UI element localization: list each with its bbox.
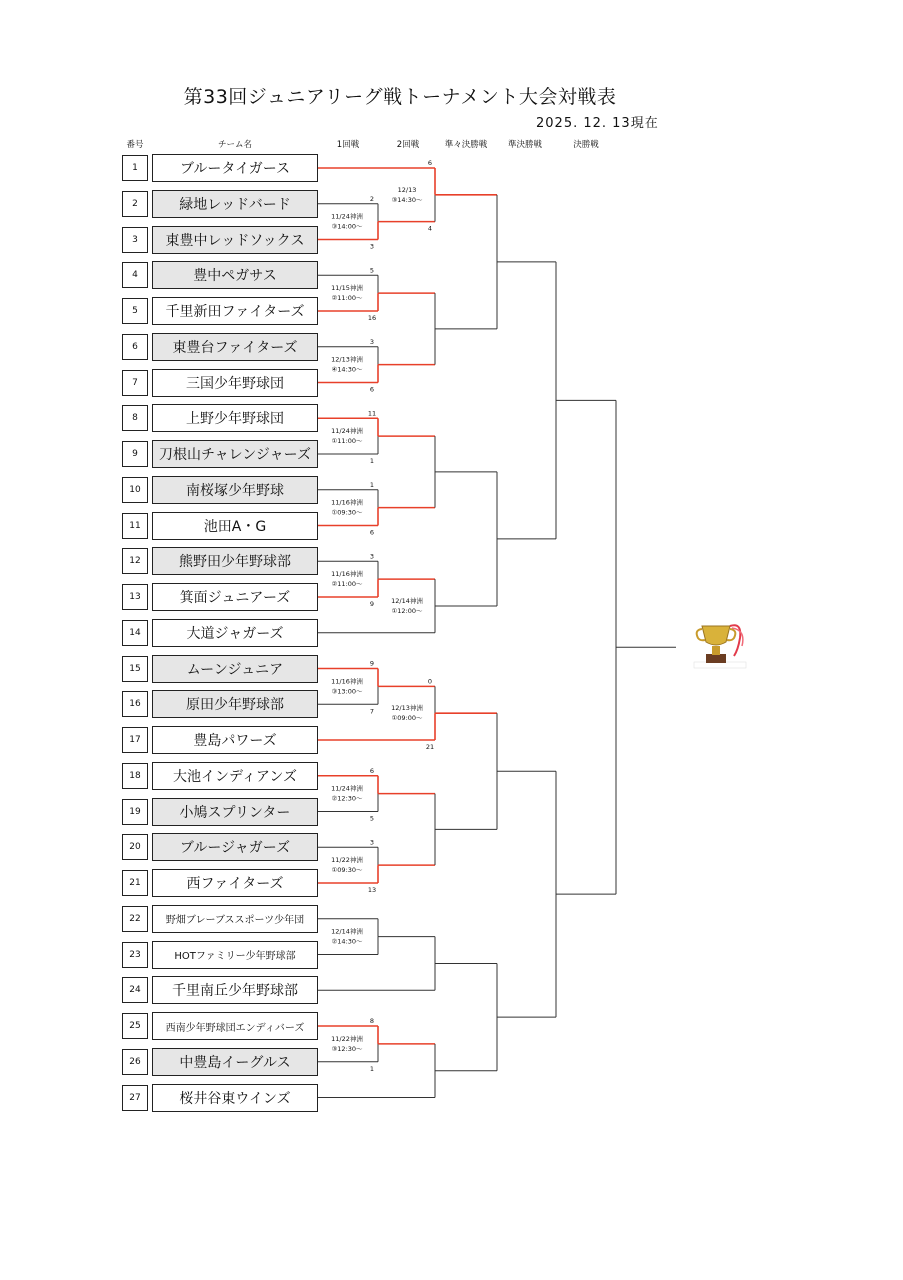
round2-score: 21 — [425, 743, 435, 751]
team-number: 20 — [122, 834, 148, 860]
round1-time: ①09:30～ — [331, 866, 363, 875]
round1-score: 1 — [369, 457, 375, 465]
team-number: 25 — [122, 1013, 148, 1039]
round1-time: ③13:00～ — [331, 687, 363, 696]
team-number: 6 — [122, 334, 148, 360]
round1-score: 16 — [367, 314, 377, 322]
team-name: 桜井谷東ウインズ — [152, 1084, 318, 1112]
round2-score: 6 — [427, 159, 433, 167]
round1-time: ②14:30～ — [331, 937, 363, 946]
team-name: 野畑ブレーブススポーツ少年団 — [152, 905, 318, 933]
round1-score: 3 — [369, 242, 375, 251]
team-number: 10 — [122, 477, 148, 503]
team-name: 西ファイターズ — [152, 869, 318, 897]
round1-score: 3 — [369, 838, 375, 847]
header-semifinal: 準決勝戦 — [507, 140, 542, 150]
team-name: ブルージャガーズ — [152, 833, 318, 861]
round1-date: 11/16神洲 — [331, 677, 363, 686]
team-name: 上野少年野球団 — [152, 404, 318, 432]
team-number: 15 — [122, 656, 148, 682]
team-name: 緑地レッドバード — [152, 190, 318, 218]
header-round2: 2回戦 — [396, 140, 420, 150]
round1-score: 3 — [369, 552, 375, 561]
round1-score: 6 — [369, 766, 375, 775]
team-name: ブルータイガース — [152, 154, 318, 182]
page-title: 第33回ジュニアリーグ戦トーナメント大会対戦表 — [183, 86, 617, 108]
team-name: 大池インディアンズ — [152, 762, 318, 790]
round1-date: 11/16神洲 — [331, 498, 363, 507]
round1-date: 11/24神洲 — [331, 427, 363, 436]
team-number: 1 — [122, 155, 148, 181]
round1-score: 9 — [369, 600, 375, 608]
team-number: 23 — [122, 942, 148, 968]
team-name: 熊野田少年野球部 — [152, 547, 318, 575]
team-number: 22 — [122, 906, 148, 932]
team-name: 箕面ジュニアーズ — [152, 583, 318, 611]
round2-score: 4 — [427, 224, 433, 233]
header-team: チーム名 — [217, 140, 252, 150]
round1-score: 9 — [369, 659, 375, 668]
round2-date: 12/13 — [397, 185, 417, 194]
round1-time: ②11:00～ — [331, 580, 363, 589]
round2-time: ①09:00～ — [391, 714, 423, 723]
round1-score: 6 — [369, 385, 375, 394]
round2-date: 12/13神洲 — [391, 704, 423, 713]
team-number: 16 — [122, 691, 148, 717]
round2-date: 12/14神洲 — [391, 596, 423, 605]
round1-time: ②11:00～ — [331, 294, 363, 303]
as-of-date: 2025. 12. 13現在 — [536, 116, 659, 131]
round1-score: 7 — [369, 707, 375, 716]
team-name: HOTファミリー少年野球部 — [152, 941, 318, 969]
round2-time: ①12:00～ — [391, 606, 423, 615]
round2-time: ③14:30～ — [391, 195, 423, 204]
team-name: 豊中ペガサス — [152, 261, 318, 289]
team-number: 21 — [122, 870, 148, 896]
team-name: 千里南丘少年野球部 — [152, 976, 318, 1004]
team-number: 12 — [122, 548, 148, 574]
team-number: 11 — [122, 513, 148, 539]
team-number: 4 — [122, 262, 148, 288]
team-number: 13 — [122, 584, 148, 610]
team-number: 9 — [122, 441, 148, 467]
round1-date: 11/22神洲 — [331, 1034, 363, 1043]
round1-time: ④14:30～ — [331, 365, 363, 374]
team-number: 2 — [122, 191, 148, 217]
round1-date: 11/24神洲 — [331, 784, 363, 793]
round1-score: 11 — [367, 409, 377, 418]
round1-score: 8 — [369, 1017, 375, 1025]
team-name: 西南少年野球団エンディバーズ — [152, 1012, 318, 1040]
round1-score: 13 — [367, 886, 377, 894]
round1-date: 12/13神洲 — [331, 355, 363, 364]
team-number: 8 — [122, 405, 148, 431]
round1-time: ②12:30～ — [331, 794, 363, 803]
round1-date: 11/16神洲 — [331, 570, 363, 579]
round1-date: 12/14神洲 — [331, 927, 363, 936]
header-final: 決勝戦 — [573, 140, 599, 150]
team-name: 東豊中レッドソックス — [152, 226, 318, 254]
round2-score: 0 — [427, 677, 433, 686]
round1-time: ①11:00～ — [331, 437, 363, 446]
round1-date: 11/22神洲 — [331, 856, 363, 865]
round1-score: 1 — [369, 480, 375, 489]
team-number: 27 — [122, 1085, 148, 1111]
team-name: 南桜塚少年野球 — [152, 476, 318, 504]
trophy-icon — [690, 620, 750, 670]
team-name: 東豊台ファイターズ — [152, 333, 318, 361]
team-name: 千里新田ファイターズ — [152, 297, 318, 325]
team-number: 18 — [122, 763, 148, 789]
team-name: 大道ジャガーズ — [152, 619, 318, 647]
team-name: 小鳩スプリンター — [152, 798, 318, 826]
team-name: 中豊島イーグルス — [152, 1048, 318, 1076]
team-number: 26 — [122, 1049, 148, 1075]
team-name: 刀根山チャレンジャーズ — [152, 440, 318, 468]
round1-score: 5 — [369, 266, 375, 275]
round1-date: 11/24神洲 — [331, 212, 363, 221]
team-number: 7 — [122, 370, 148, 396]
round1-score: 3 — [369, 337, 375, 346]
team-number: 24 — [122, 977, 148, 1003]
team-number: 17 — [122, 727, 148, 753]
team-name: 三国少年野球団 — [152, 369, 318, 397]
team-number: 3 — [122, 227, 148, 253]
round1-score: 5 — [369, 814, 375, 823]
header-round1: 1回戦 — [336, 140, 360, 150]
round1-score: 6 — [369, 528, 375, 537]
header-quarterfinal: 準々決勝戦 — [444, 140, 488, 150]
round1-time: ①09:30～ — [331, 508, 363, 517]
team-name: ムーンジュニア — [152, 655, 318, 683]
team-number: 19 — [122, 799, 148, 825]
round1-time: ③12:30～ — [331, 1044, 363, 1053]
team-number: 14 — [122, 620, 148, 646]
team-name: 池田A・G — [152, 512, 318, 540]
round1-score: 1 — [369, 1064, 375, 1073]
round1-date: 11/15神洲 — [331, 284, 363, 293]
round1-time: ③14:00～ — [331, 222, 363, 231]
round1-score: 2 — [369, 194, 375, 203]
header-number: 番号 — [126, 140, 144, 150]
team-number: 5 — [122, 298, 148, 324]
team-name: 豊島パワーズ — [152, 726, 318, 754]
team-name: 原田少年野球部 — [152, 690, 318, 718]
